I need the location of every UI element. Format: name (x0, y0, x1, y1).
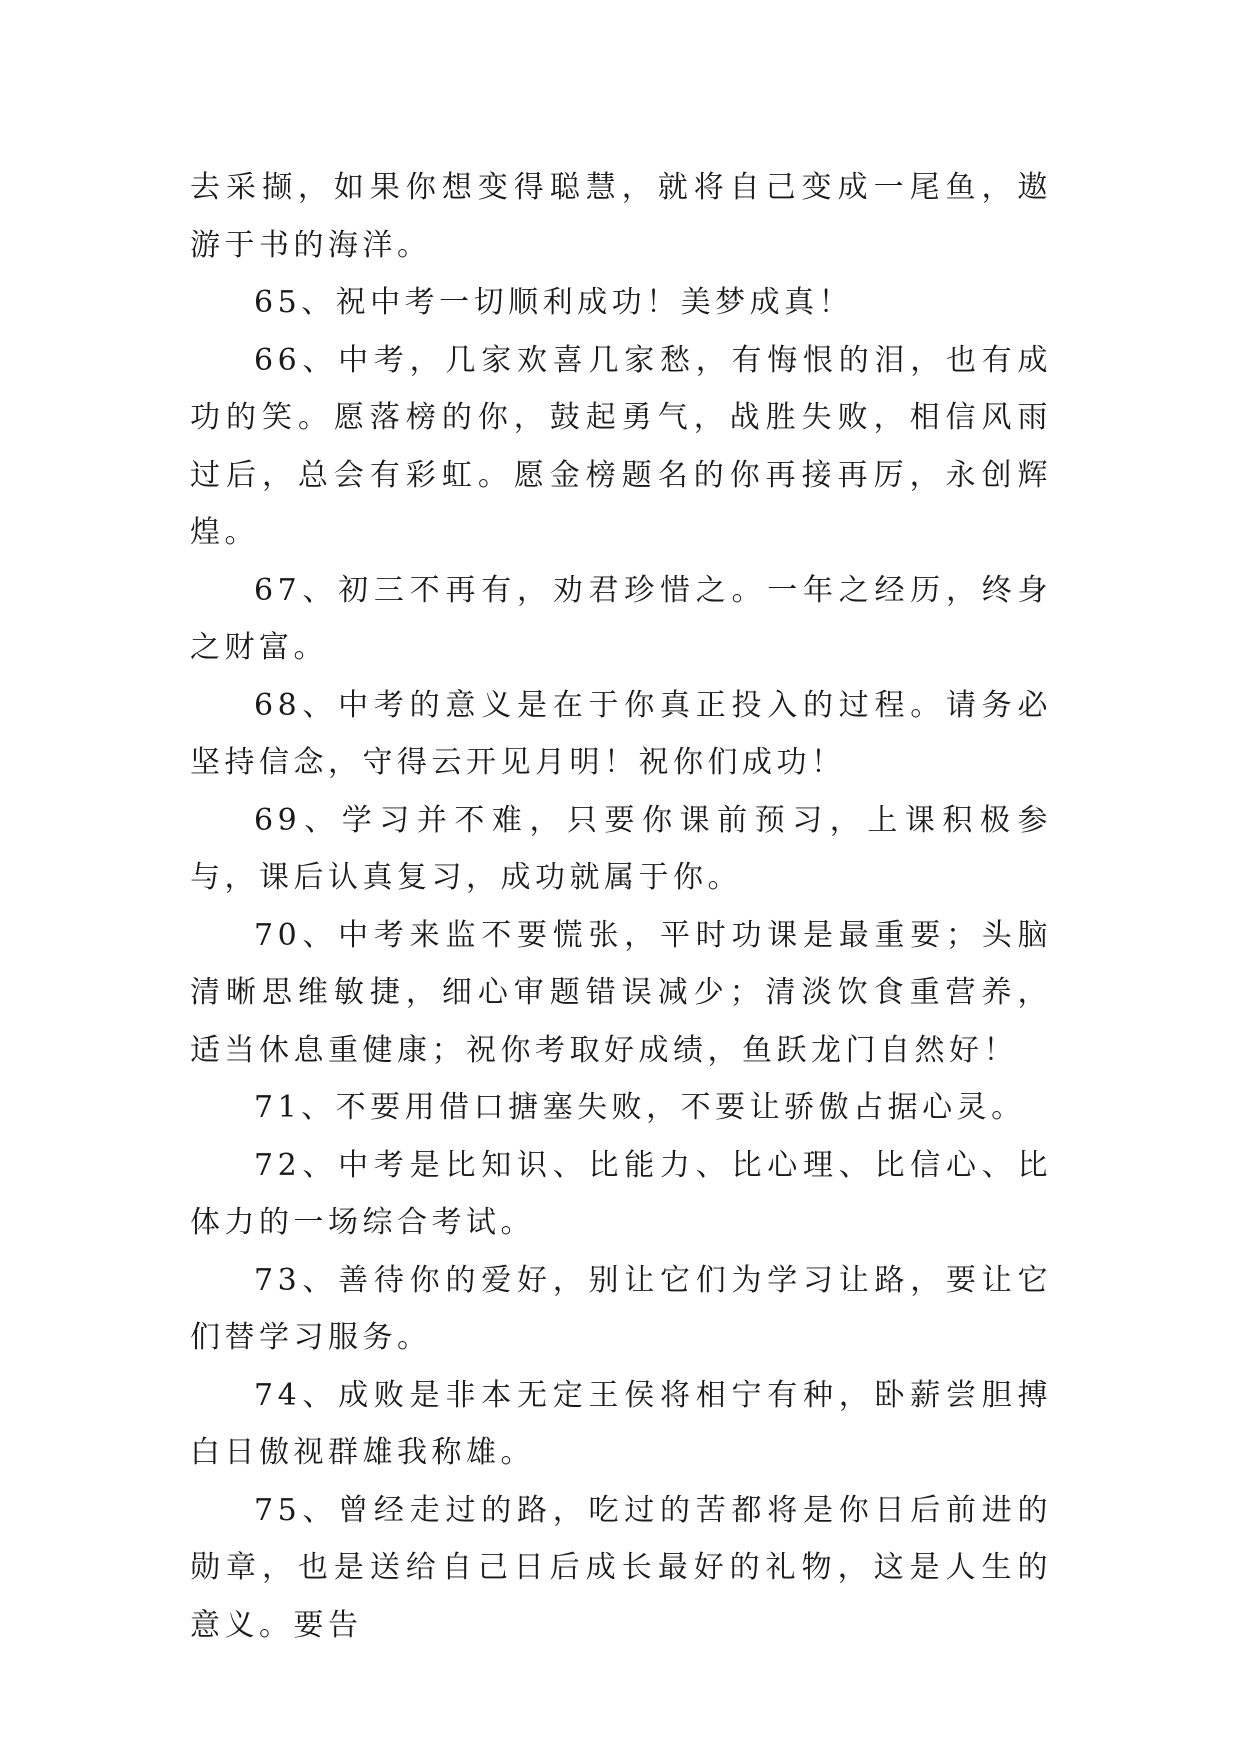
paragraph-71: 71、不要用借口搪塞失败，不要让骄傲占据心灵。 (254, 1090, 1026, 1125)
paragraph-70: 70、中考来监不要慌张，平时功课是最重要；头脑清晰思维敏捷，细心审题错误减少；清淡饮食重营养，适当休息重健康；祝你考取好成绩，鱼跃龙门自然好！ (190, 917, 1052, 1068)
paragraph-68: 68、中考的意义是在于你真正投入的过程。请务必坚持信念，守得云开见月明！祝你们成功！ (190, 687, 1052, 780)
paragraph-72: 72、中考是比知识、比能力、比心理、比信心、比体力的一场综合考试。 (190, 1147, 1052, 1240)
paragraph-65: 65、祝中考一切顺利成功！美梦成真！ (254, 285, 854, 320)
paragraph-73: 73、善待你的爱好，别让它们为学习让路，要让它们替学习服务。 (190, 1262, 1052, 1355)
document-body (190, 159, 1052, 1654)
paragraph-75: 75、曾经走过的路，吃过的苦都将是你日后前进的勋章，也是送给自己日后成长最好的礼物，这是人生的意义。要告 (190, 1492, 1052, 1643)
paragraph-74: 74、成败是非本无定王侯将相宁有种，卧薪尝胆搏白日傲视群雄我称雄。 (190, 1377, 1052, 1470)
paragraph-67: 67、初三不再有，劝君珍惜之。一年之经历，终身之财富。 (190, 572, 1052, 665)
paragraph-69: 69、学习并不难，只要你课前预习，上课积极参与，课后认真复习，成功就属于你。 (190, 802, 1052, 895)
paragraph-66: 66、中考，几家欢喜几家愁，有悔恨的泪，也有成功的笑。愿落榜的你，鼓起勇气，战胜失败，相信风雨过后，总会有彩虹。愿金榜题名的你再接再厉，永创辉煌。 (190, 342, 1052, 550)
paragraph-continuation: 去采撷，如果你想变得聪慧，就将自己变成一尾鱼，遨游于书的海洋。 (190, 170, 1052, 263)
